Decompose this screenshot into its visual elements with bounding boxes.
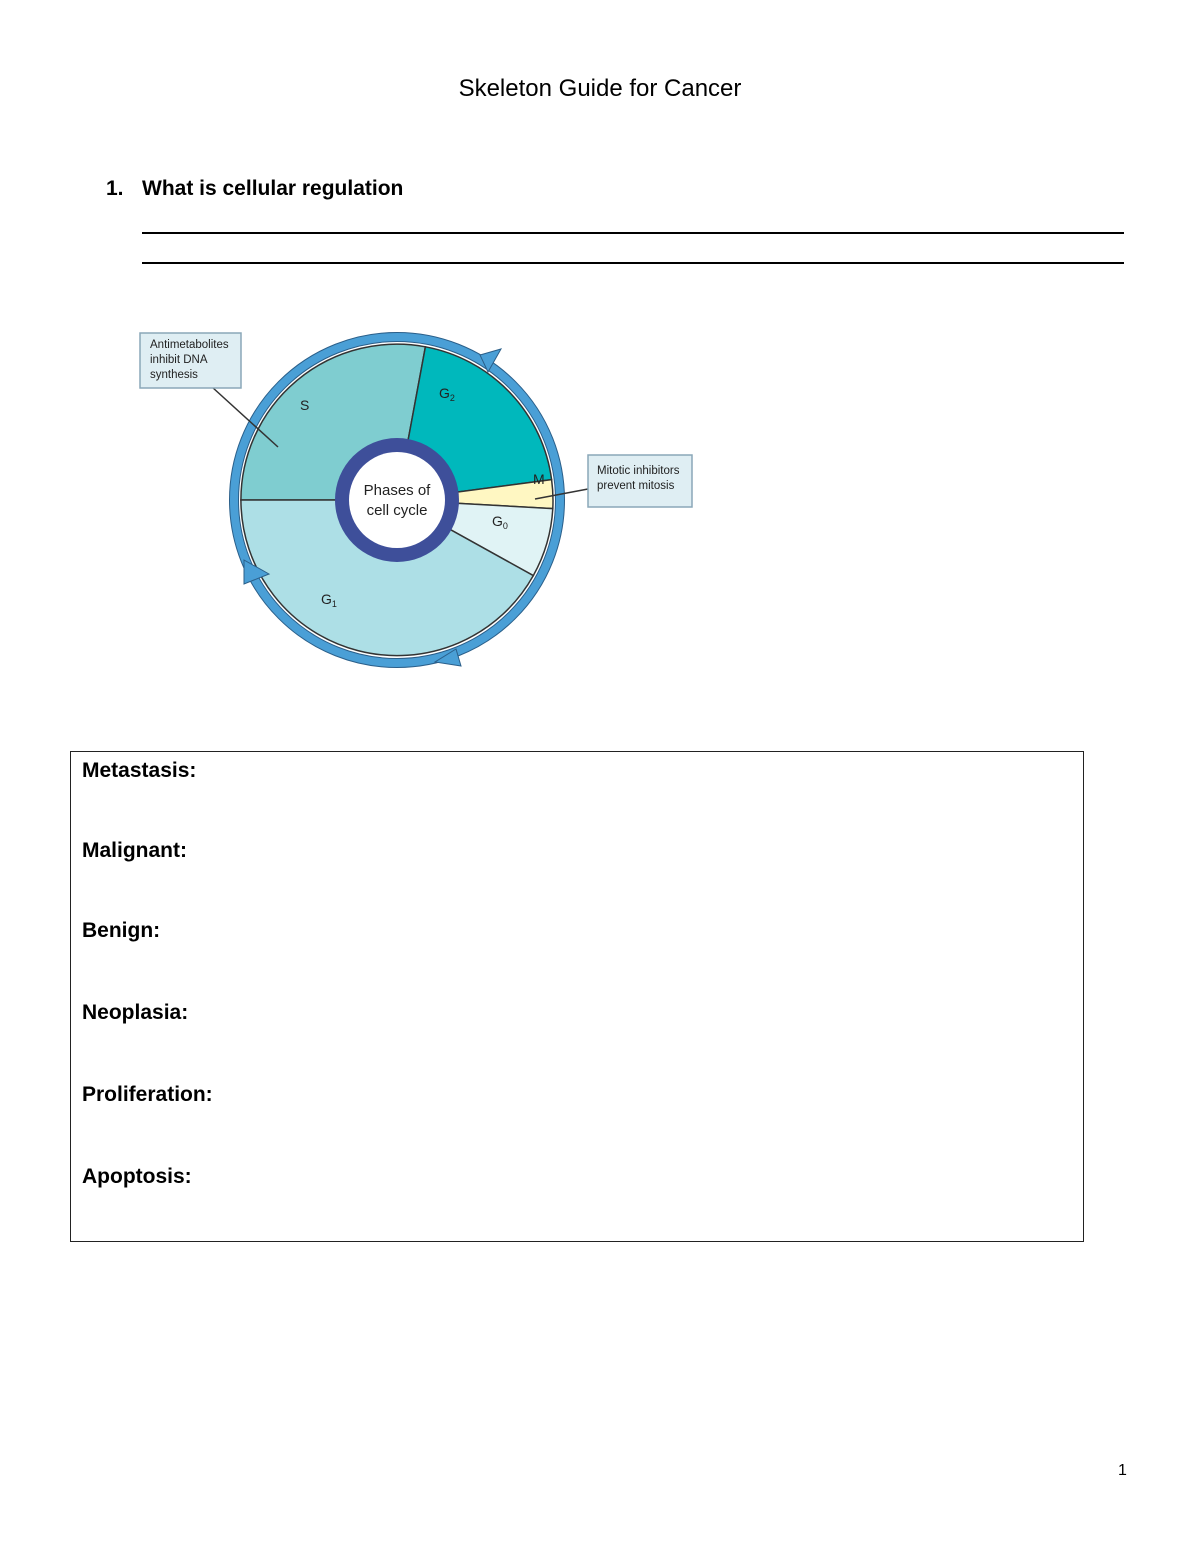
phase-s-label: S <box>300 397 310 413</box>
term-proliferation[interactable]: Proliferation: <box>82 1083 213 1106</box>
center-circle <box>349 452 445 548</box>
phase-g0-label: $G_0$ <box>492 513 508 531</box>
phase-g1-label: $G_1$ <box>321 591 337 609</box>
center-label-line1: Phases of <box>363 482 431 499</box>
page-number: 1 <box>1118 1462 1127 1479</box>
phase-g2-label: $G_2$ <box>439 385 455 403</box>
callout-antimetabolites-text: Antimetabolites inhibit DNA synthesis <box>150 339 229 381</box>
callout-mitotic-text: Mitotic inhibitors prevent mitosis <box>597 465 680 492</box>
answer-line[interactable] <box>142 262 1124 264</box>
term-metastasis[interactable]: Metastasis: <box>82 759 197 782</box>
question-number: 1. <box>106 177 124 200</box>
center-label-line2: cell cycle <box>366 502 428 519</box>
cell-cycle-svg <box>130 325 700 680</box>
question-1 <box>106 175 403 203</box>
page-title: Skeleton Guide for Cancer <box>458 75 742 102</box>
term-benign[interactable]: Benign: <box>82 919 161 942</box>
phase-m-label: M <box>533 471 545 487</box>
cell-cycle-diagram <box>130 325 700 680</box>
term-neoplasia[interactable]: Neoplasia: <box>82 1001 189 1024</box>
term-apoptosis[interactable]: Apoptosis: <box>82 1165 192 1188</box>
answer-line[interactable] <box>142 232 1124 234</box>
term-malignant[interactable]: Malignant: <box>82 839 187 862</box>
question-text: What is cellular regulation <box>142 177 404 200</box>
definitions-box <box>70 751 1084 1242</box>
